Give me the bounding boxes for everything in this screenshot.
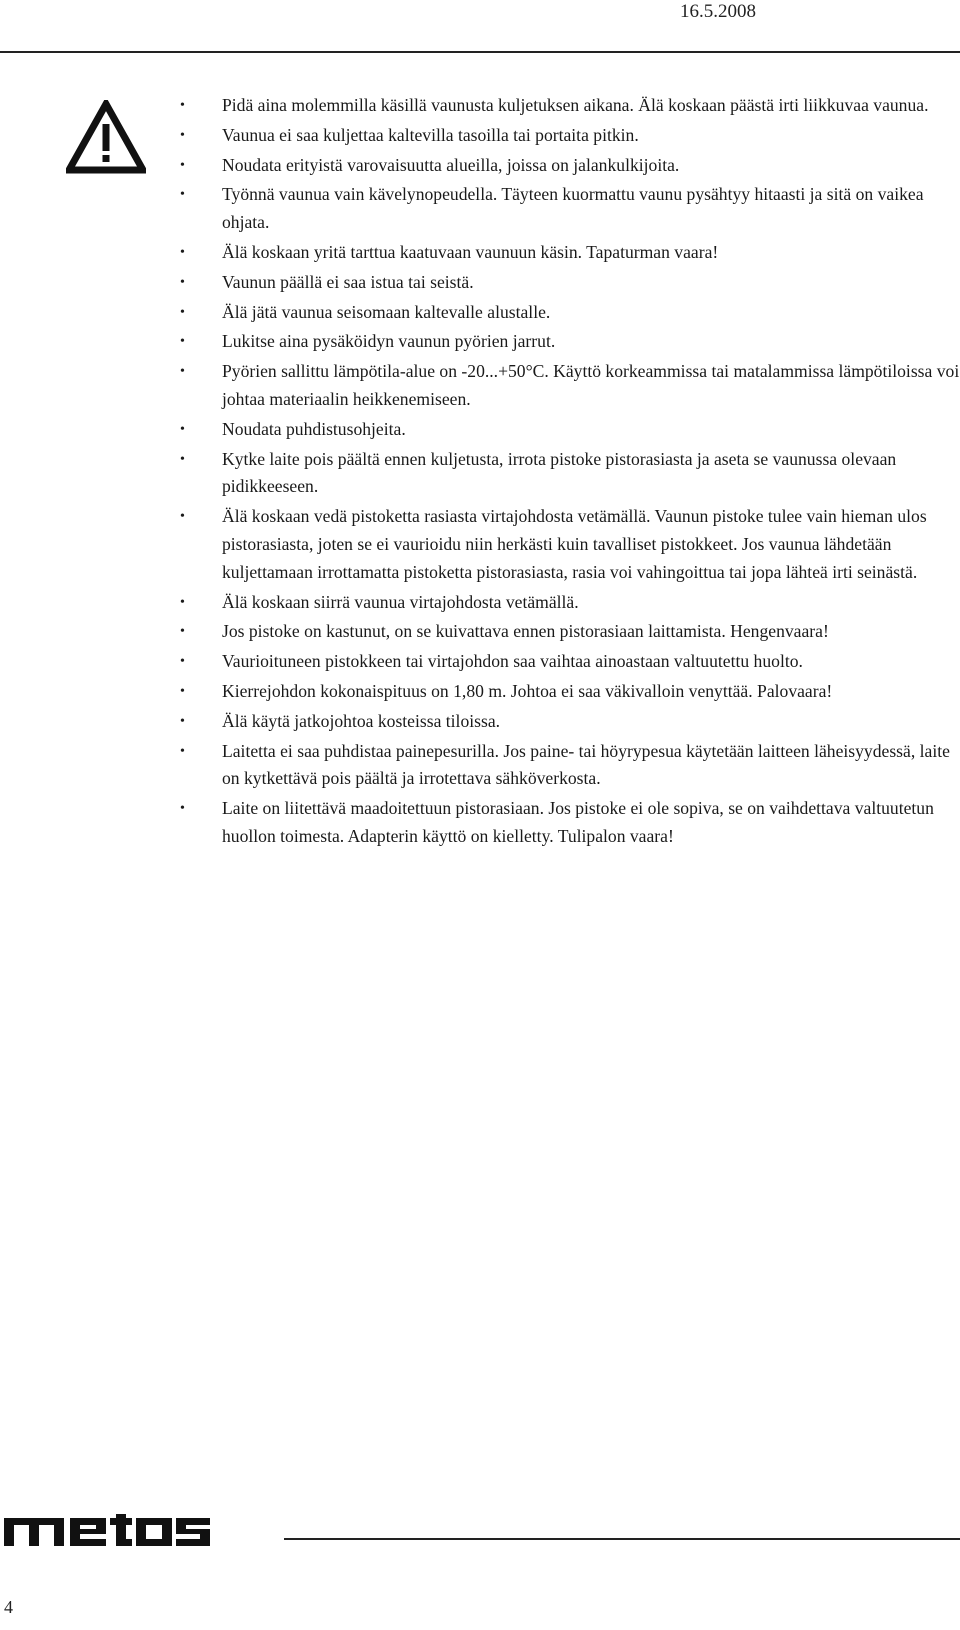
list-item — [180, 152, 960, 180]
bullet-icon: • — [180, 187, 185, 203]
warning-triangle-icon — [66, 100, 146, 174]
bullet-icon: • — [180, 683, 185, 699]
bullet-icon: • — [180, 421, 185, 437]
list-item — [180, 269, 960, 297]
bullet-icon: • — [180, 364, 185, 380]
list-item — [180, 708, 960, 736]
list-item-text: Laitetta ei saa puhdistaa painepesurilla. Jos paine- tai höyrypesua käytetään laitteen läheisyydessä, laite on kytkettävä pois päältä ja irrotettava sähköverkosta. — [222, 740, 950, 789]
list-item-text: Kytke laite pois päältä ennen kuljetusta, irrota pistoke pistorasiasta ja aseta se vaunussa olevaan pidikkeeseen. — [222, 448, 897, 497]
list-item — [180, 618, 960, 646]
bullet-icon: • — [180, 654, 185, 670]
safety-instructions-list — [180, 92, 960, 853]
bullet-icon: • — [180, 157, 185, 173]
list-item-text: Kierrejohdon kokonaispituus on 1,80 m. Johtoa ei saa väkivalloin venyttää. Palovaara! — [222, 680, 833, 701]
bullet-icon: • — [180, 801, 185, 817]
list-item-text: Vaurioituneen pistokkeen tai virtajohdon saa vaihtaa ainoastaan valtuutettu huolto. — [222, 651, 803, 672]
list-item-text: Laite on liitettävä maadoitettuun pistorasiaan. Jos pistoke ei ole sopiva, se on vaihdettava valtuutetun huollon toimesta. Adapterin käyttö on kielletty. Tulipalon vaara! — [222, 798, 934, 846]
list-item-text: Pidä aina molemmilla käsillä vaunusta kuljetuksen aikana. Älä koskaan päästä irti liikkuvaa vaunua. — [222, 95, 929, 115]
list-item — [180, 181, 960, 237]
bullet-icon: • — [180, 594, 185, 610]
list-item-text: Älä koskaan vedä pistoketta rasiasta virtajohdosta vetämällä. Vaunun pistoke tulee vain hieman ulos pistorasiasta, joten se ei vaurioidu niin herkästi kuin tavalliset pistokkeet. Jos vaunua lähdetään kuljettamaan irrottamatta pistoketta pistorasiasta, rasia voi vahingoittua tai jopa lähteä irti seinästä. — [222, 506, 927, 582]
header-date: 16.5.2008 — [680, 1, 756, 22]
list-item — [180, 416, 960, 444]
list-item — [180, 678, 960, 706]
list-item-text: Vaunun päällä ei saa istua tai seistä. — [222, 271, 474, 292]
page-number: 4 — [4, 1597, 13, 1617]
list-item-text: Jos pistoke on kastunut, on se kuivattava ennen pistorasiaan laittamista. Hengenvaara! — [222, 621, 829, 642]
list-item-text: Älä jätä vaunua seisomaan kaltevalle alustalle. — [222, 301, 551, 322]
bullet-icon: • — [180, 274, 185, 290]
footer-rule — [284, 1538, 960, 1540]
list-item — [180, 92, 960, 120]
list-item — [180, 239, 960, 267]
list-item — [180, 795, 960, 851]
list-item-text: Työnnä vaunua vain kävelynopeudella. Täyteen kuormattu vaunu pysähtyy hitaasti ja sitä on vaikea ohjata. — [222, 184, 924, 233]
list-item — [180, 648, 960, 676]
bullet-icon: • — [180, 624, 185, 640]
list-item-text: Älä koskaan siirrä vaunua virtajohdosta vetämällä. — [222, 591, 579, 612]
list-item — [180, 122, 960, 150]
bullet-icon: • — [180, 451, 185, 467]
list-item-text: Älä käytä jatkojohtoa kosteissa tiloissa. — [222, 710, 501, 731]
list-item — [180, 328, 960, 356]
list-item-text: Vaunua ei saa kuljettaa kaltevilla tasoilla tai portaita pitkin. — [222, 124, 639, 145]
list-item-text: Noudata puhdistusohjeita. — [222, 418, 406, 439]
list-item-text: Noudata erityistä varovaisuutta alueilla, joissa on jalankulkijoita. — [222, 154, 680, 175]
list-item — [180, 358, 960, 414]
list-item-text: Pyörien sallittu lämpötila-alue on -20...+50°C. Käyttö korkeammissa tai matalammissa lämpötiloissa voi johtaa materiaalin heikkenemiseen. — [222, 361, 960, 409]
list-item-text: Älä koskaan yritä tarttua kaatuvaan vaunuun käsin. Tapaturman vaara! — [222, 241, 719, 262]
bullet-icon: • — [180, 743, 185, 759]
list-item-text: Lukitse aina pysäköidyn vaunun pyörien jarrut. — [222, 331, 556, 352]
list-item — [180, 738, 960, 794]
bullet-icon: • — [180, 98, 185, 113]
bullet-icon: • — [180, 713, 185, 729]
bullet-icon: • — [180, 509, 185, 525]
bullet-icon: • — [180, 334, 185, 350]
header-rule — [0, 51, 960, 53]
bullet-icon: • — [180, 304, 185, 320]
bullet-icon: • — [180, 127, 185, 143]
list-item — [180, 299, 960, 327]
list-item — [180, 446, 960, 502]
metos-logo — [4, 1514, 210, 1546]
list-item — [180, 589, 960, 617]
list-item — [180, 503, 960, 586]
bullet-icon: • — [180, 244, 185, 260]
